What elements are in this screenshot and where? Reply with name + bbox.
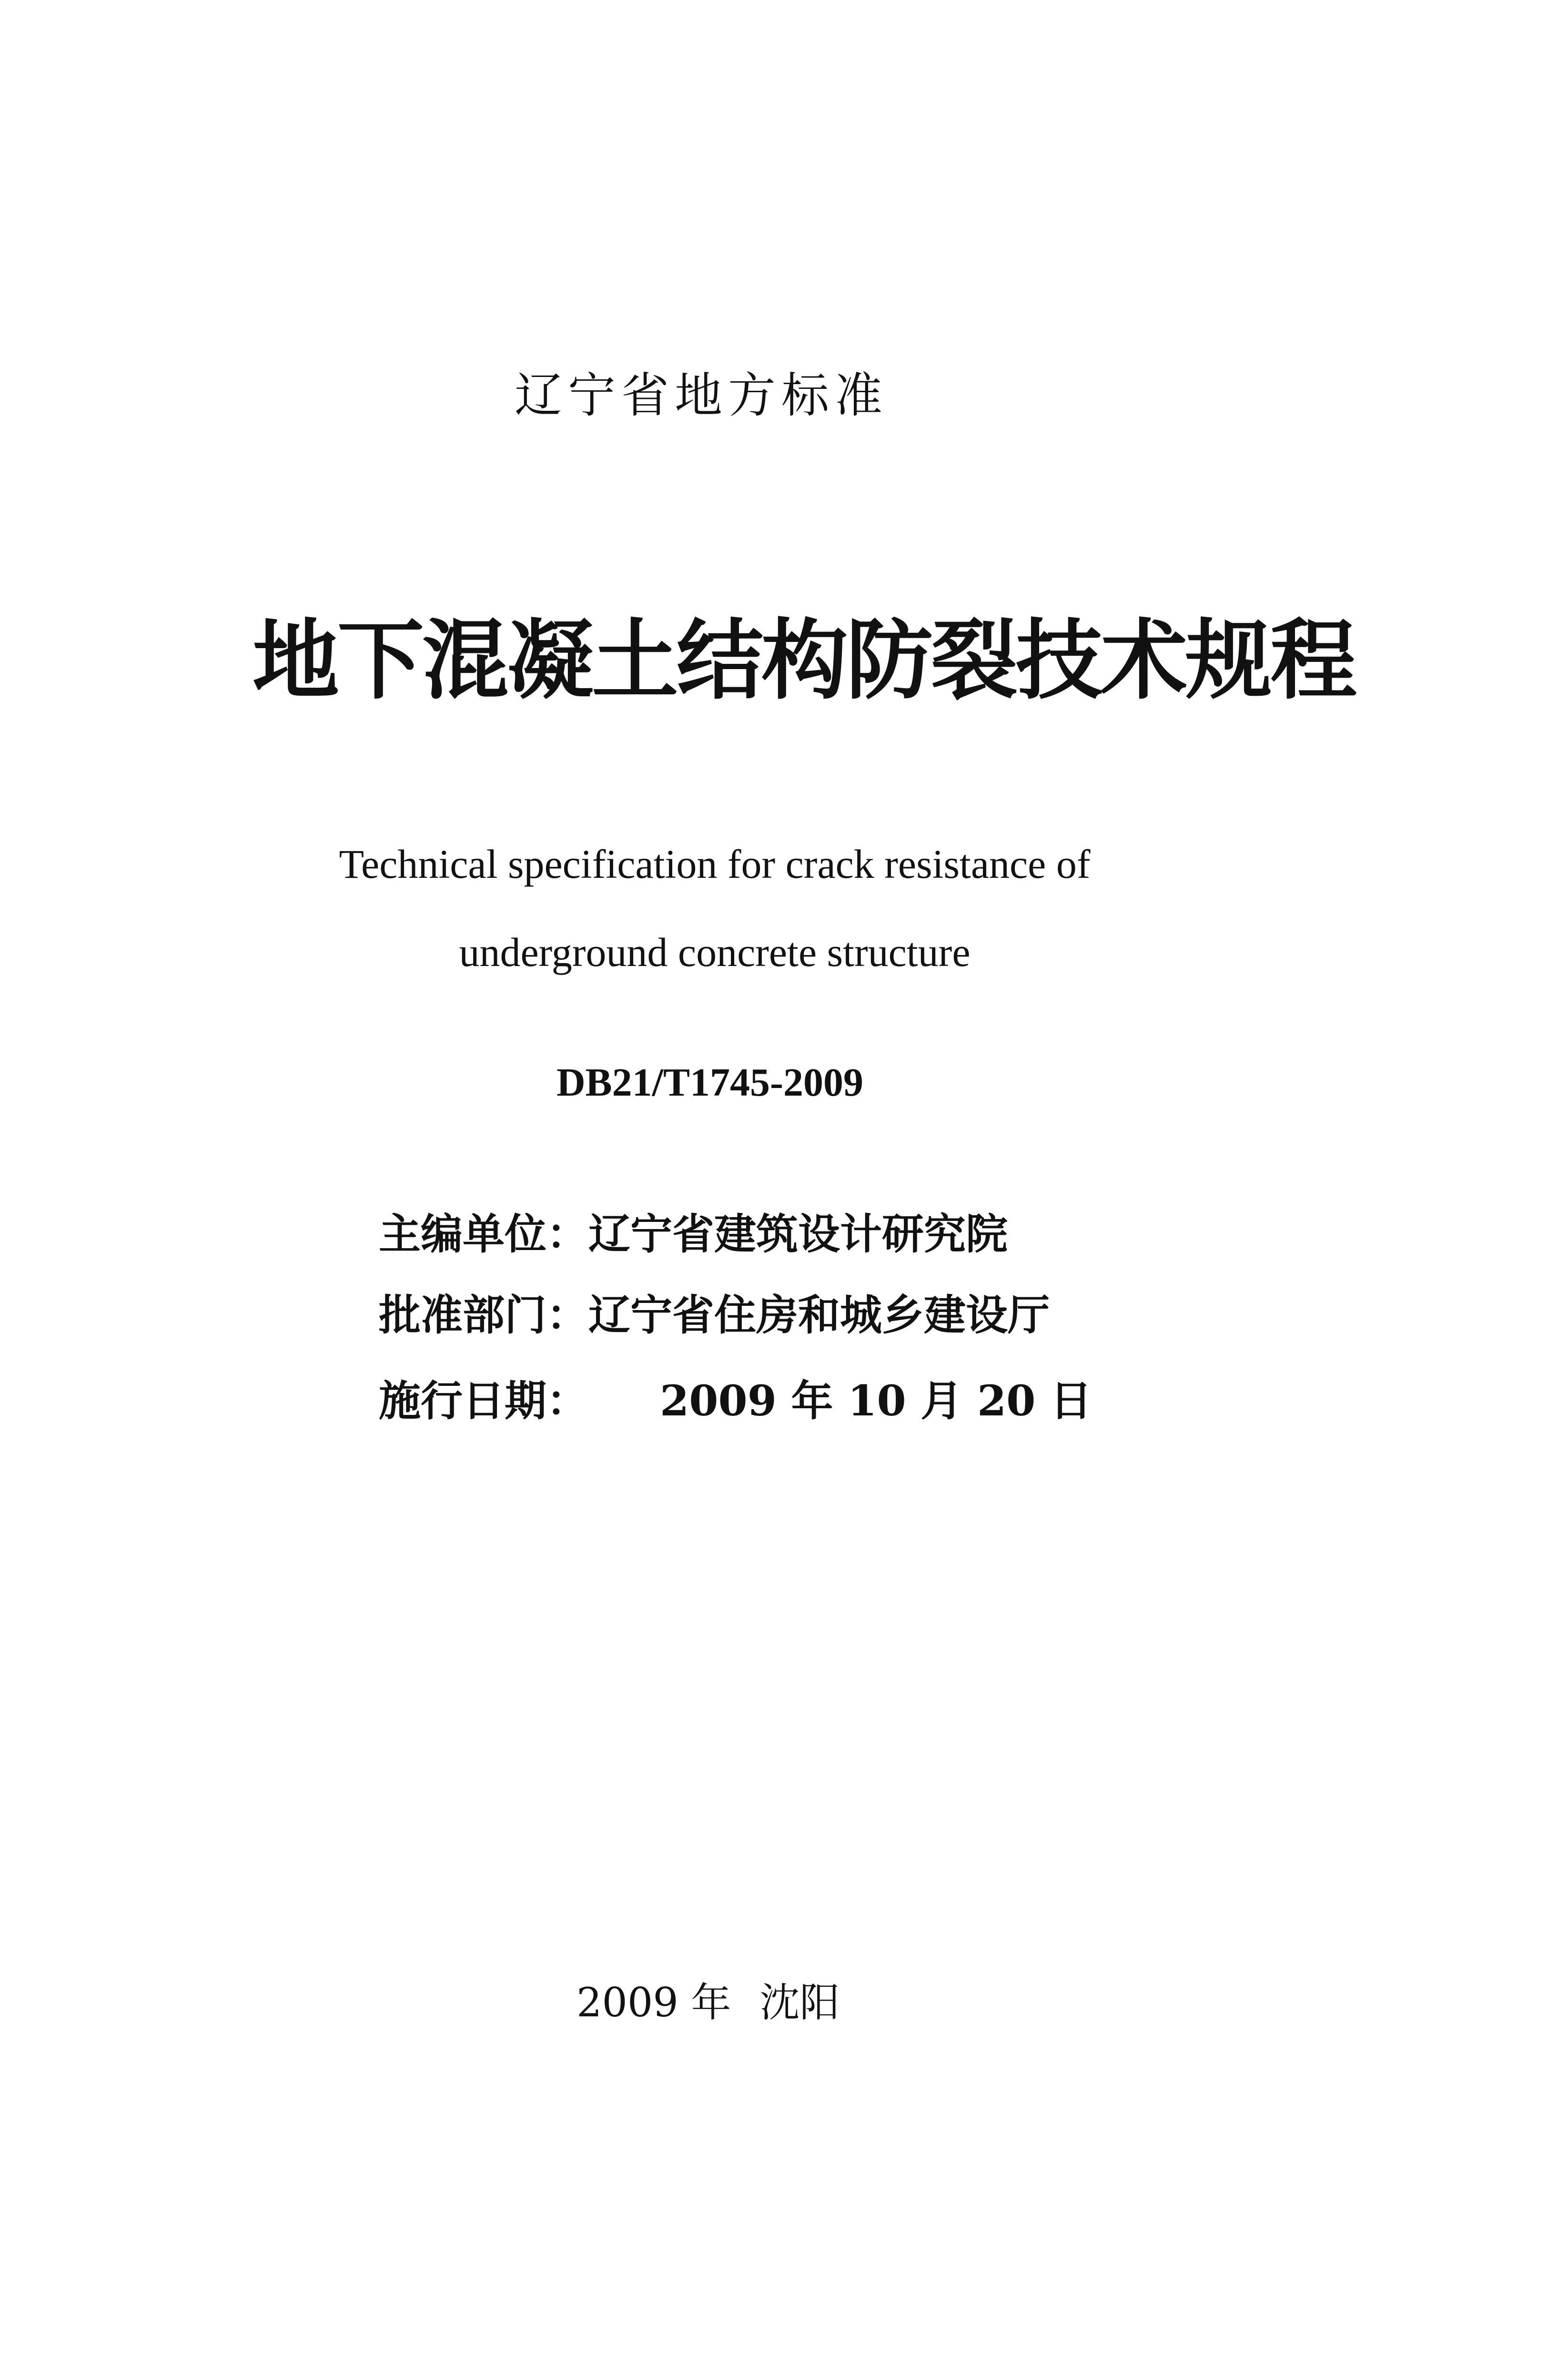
standard-code: DB21/T1745-2009 <box>556 1060 864 1105</box>
editor-value: 辽宁省建筑设计研究院 <box>588 1209 1008 1259</box>
standard-category: 辽宁省地方标准 <box>515 367 888 423</box>
effective-date-label: 施行日期： <box>379 1376 589 1425</box>
footer-publication <box>577 1979 840 2026</box>
effective-date-value: 2009 年 10 月 20 日 <box>660 1376 1093 1425</box>
info-row-editor <box>379 1209 1008 1259</box>
editor-label: 主编单位： <box>379 1210 589 1259</box>
footer-year: 2009 年 <box>577 1979 731 2026</box>
info-row-effective-date <box>379 1376 1093 1425</box>
footer-city: 沈阳 <box>759 1979 840 2026</box>
info-row-approver <box>379 1290 1050 1340</box>
approver-label: 批准部门： <box>379 1291 589 1340</box>
title-english-line-1: Technical specification for crack resistance of <box>339 841 1091 887</box>
title-english-line-2: underground concrete structure <box>459 929 971 975</box>
approver-value: 辽宁省住房和城乡建设厅 <box>588 1290 1050 1340</box>
title-chinese: 地下混凝土结构防裂技术规程 <box>253 610 1355 711</box>
